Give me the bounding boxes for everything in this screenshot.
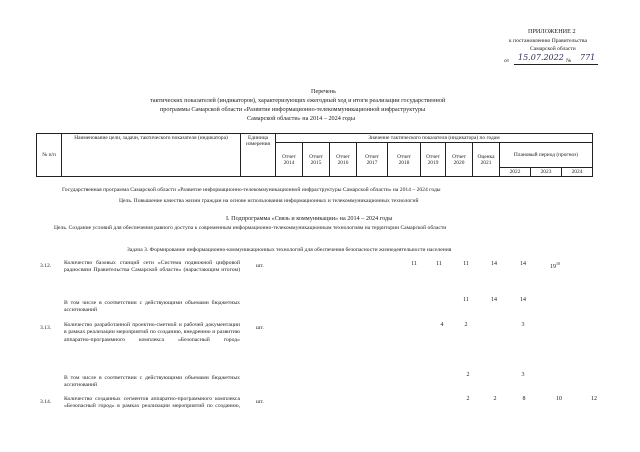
hdr-2023: 2023 — [531, 168, 562, 177]
hdr-2016: Отчет 2016 — [330, 143, 357, 177]
col-values: Значение тактического показателя (индикатора) по годам — [276, 134, 593, 143]
col-num: № п/п — [37, 134, 62, 177]
appendix-line2: Самарской области — [530, 46, 576, 52]
row-3-12-2024: $19^{10}$ — [550, 261, 560, 270]
row-3-12-2019: 11 — [411, 261, 417, 267]
appendix-line1: к постановлению Правительства — [509, 38, 587, 44]
hdr-plan: Плановый период (прогноз) — [500, 143, 593, 168]
row-3-13-num: 3.13. — [40, 325, 52, 331]
row-3-12-unit: шт. — [256, 263, 264, 269]
row-3-12-num: 3.12. — [40, 263, 52, 269]
appendix-no: № — [566, 58, 572, 64]
row-3-13-unit: шт. — [256, 325, 264, 331]
row-3-12-sub-2021: 11 — [463, 297, 469, 303]
row-3-13-sub-2023: 3 — [521, 372, 525, 378]
row-3-13-2021: 2 — [464, 322, 468, 328]
heading-title: Перечень — [311, 88, 336, 95]
row-3-12-sub-text: В том числе в соответствии с действующими объемами бюджетных ассигнований — [64, 300, 240, 314]
row-3-14-text: Количество созданных сегментов аппаратно-программного комплекса «Безопасный город» в рамках реализации мероприятий по созданию, — [64, 396, 240, 410]
row-3-13-sub-2021: 2 — [466, 372, 470, 378]
heading-line2: тактических показателей (индикаторов), характеризующих ежегодный ход и итоги реализации государственной — [150, 97, 446, 104]
underline — [514, 64, 598, 65]
row-3-14-2024: 10 — [556, 396, 562, 402]
row-3-14-2022: 2 — [493, 396, 497, 402]
heading-line3: программы Самарской области «Развитие информационно-телекоммуникационной инфраструктуры — [160, 106, 426, 113]
appendix-title: ПРИЛОЖЕНИЕ 2 — [528, 28, 576, 35]
hdr-2021: Оценка 2021 — [473, 143, 500, 177]
row-3-12-sub-2022: 14 — [491, 297, 497, 303]
row-3-14-num: 3.14. — [40, 399, 52, 405]
row-3-13-2020: 4 — [440, 322, 444, 328]
col-name: Наименование цели, задачи, тактического показателя (индикатора) — [62, 134, 241, 177]
subprogram-goal: Цель. Создание условий для обеспечения равного доступа к современным информационно-телекоммуникационным технологиям на территории Самарской области — [54, 225, 447, 231]
row-3-14-2023: 8 — [522, 396, 526, 402]
appendix-number: 771 — [580, 53, 596, 62]
row-3-12-sub-2023: 14 — [520, 297, 526, 303]
hdr-2020: Отчет 2020 — [446, 143, 473, 177]
program-goal: Цель. Повышение качества жизни граждан на основе использования информационных и телекоммуникационных технологий — [119, 198, 419, 204]
row-3-13-text: Количество разработанной проектно-сметной и рабочей документации в рамках реализации мероприятий по созданию, внедрению и развитию аппаратно-программного комплекса «Безопасный город» — [64, 322, 240, 343]
row-3-14-unit: шт. — [256, 399, 264, 405]
program-title: Государственная программа Самарской области «Развитие информационно-телекоммуникационной инфраструктуры Самарской области» на 2014 – 2024 годы — [62, 187, 441, 193]
appendix-date: 15.07.2022 — [518, 53, 564, 62]
row-3-12-2022: 14 — [491, 261, 497, 267]
hdr-2017: Отчет 2017 — [357, 143, 388, 177]
row-3-12-text: Количество базовых станций сети «Система подвижной цифровой радиосвязи Правительства Самарской области» (нарастающим итогом) — [64, 260, 240, 274]
row-3-12-2021: 11 — [463, 261, 469, 267]
hdr-2014: Отчет 2014 — [276, 143, 303, 177]
col-unit: Единица измерения — [241, 134, 276, 177]
hdr-2022: 2022 — [500, 168, 531, 177]
subprogram-title: I. Подпрограмма «Связь и коммуникации» на 2014 – 2024 годы — [226, 215, 393, 222]
hdr-2015: Отчет 2015 — [303, 143, 330, 177]
row-3-14-2025: 12 — [591, 396, 597, 402]
row-3-13-sub-text: В том числе в соответствии с действующими объемами бюджетных ассигнований — [64, 375, 240, 389]
task-title: Задача 3. Формирование информационно-коммуникационных технологий для обеспечения безопасности жизнедеятельности населения — [127, 247, 452, 253]
indicator-table-header — [36, 133, 593, 177]
appendix-from: от — [504, 58, 510, 64]
row-3-12-2020: 11 — [436, 261, 442, 267]
heading-line4: Самарской области» на 2014 – 2024 годы — [247, 115, 355, 122]
hdr-2019: Отчет 2019 — [421, 143, 446, 177]
hdr-2024: 2024 — [562, 168, 593, 177]
row-3-12-2023: 14 — [520, 261, 526, 267]
row-3-14-2021: 2 — [466, 396, 470, 402]
row-3-13-2023: 3 — [521, 322, 525, 328]
hdr-2018: Отчет 2018 — [388, 143, 421, 177]
